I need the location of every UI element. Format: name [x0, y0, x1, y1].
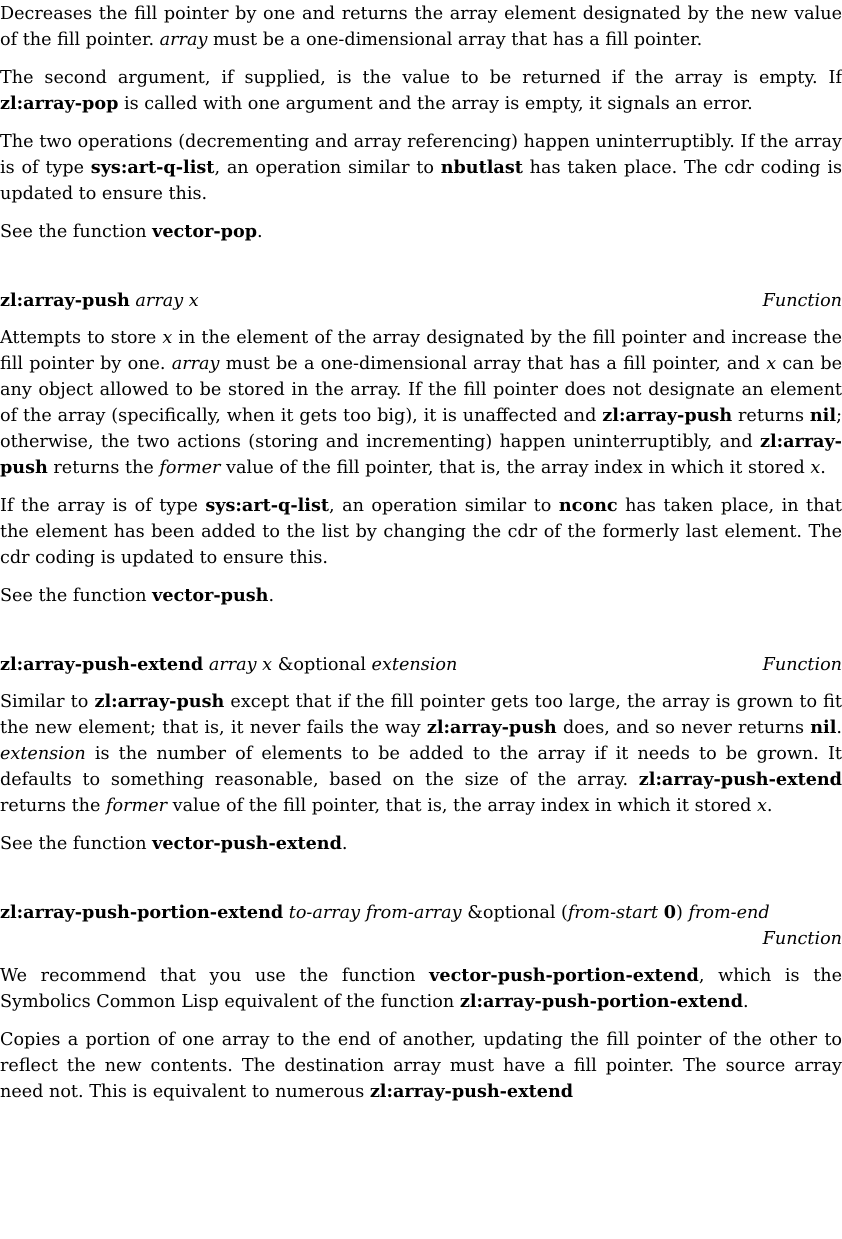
text: value of the fill pointer, that is, the array index in which it stored	[220, 458, 811, 478]
array-push-portion-extend-heading	[0, 900, 842, 952]
text: ; otherwise, the two actions (storing and incrementing) happen uninterruptibly, and	[0, 406, 842, 452]
function-name: zl:array-push-portion-extend	[0, 902, 284, 923]
entry-kind: Function	[762, 929, 842, 949]
arg-ref: array	[159, 30, 208, 50]
function-ref: zl:array-push	[0, 431, 842, 478]
function-ref: vector-push-portion-extend	[429, 965, 699, 986]
text: We recommend that you use the function	[0, 966, 430, 986]
function-ref: zl:array-push	[602, 405, 733, 426]
text: .	[766, 796, 773, 816]
function-ref: vector-push-extend	[152, 833, 342, 854]
text: If the array is of type	[0, 496, 206, 516]
arg-ref: x	[810, 458, 821, 478]
array-push-extend-description	[0, 689, 842, 819]
text: value of the fill pointer, that is, the array index in which it stored	[167, 796, 757, 816]
array-push-extend-heading	[0, 652, 842, 678]
function-ref: zl:array-push-extend	[369, 1081, 574, 1102]
arg-ref: x	[766, 354, 777, 374]
text: returns the	[0, 796, 106, 816]
text: .	[257, 222, 263, 242]
array-push-portion-extend-description	[0, 1027, 842, 1105]
entry-signature	[0, 900, 842, 926]
array-push-portion-extend-recommendation	[0, 963, 842, 1015]
arg-ref: x	[756, 796, 767, 816]
function-ref: vector-pop	[152, 221, 258, 242]
text: is called with one argument and the array is empty, it signals an error.	[118, 94, 753, 114]
function-args: to-array from-array	[288, 903, 462, 923]
arg-ref: x	[162, 328, 173, 348]
entry-signature	[0, 652, 457, 678]
text: See the function	[0, 834, 153, 854]
entry-signature	[0, 288, 199, 314]
text: Attempts to store	[0, 328, 163, 348]
text: does, and so never returns	[556, 718, 811, 738]
array-push-see-also	[0, 583, 842, 609]
array-pop-operations	[0, 129, 842, 207]
function-ref: zl:array-push	[94, 691, 225, 712]
document-page	[0, 1, 842, 1105]
text: must be a one-dimensional array that has a fill pointer, and	[219, 354, 767, 374]
function-args: from-end	[688, 903, 770, 923]
function-ref: zl:array-pop	[0, 93, 119, 114]
text: returns the	[47, 458, 160, 478]
arg-ref: array	[171, 354, 220, 374]
type-ref: sys:art-q-list	[205, 495, 330, 516]
constant-ref: nil	[809, 405, 837, 426]
default-value: 0	[663, 902, 676, 923]
text: Copies a portion of one array to the end of another, updating the fill pointer of the other to reflect the new contents. The destination array must have a fill pointer. The source array need not. This is equivalent to numerous	[0, 1030, 842, 1102]
text: is the number of elements to be added to the array if it needs to be grown. It defaults to something reasonable, based on the size of the array.	[0, 744, 842, 790]
constant-ref: nil	[810, 717, 837, 738]
array-push-art-q-list	[0, 493, 842, 571]
lambda-keyword: &optional (	[467, 903, 568, 923]
text: See the function	[0, 586, 153, 606]
text: can be any object allowed to be stored in the array. If the fill pointer does not designate an element of the array (specifically, when it gets too big), it is unaffected and	[0, 354, 842, 426]
array-pop-see-also	[0, 219, 842, 245]
function-ref: nbutlast	[440, 157, 523, 178]
text: )	[675, 903, 683, 923]
text: has taken place. The cdr coding is updated to ensure this.	[0, 158, 842, 204]
array-push-heading	[0, 288, 842, 314]
array-push-description	[0, 325, 842, 481]
array-pop-description	[0, 1, 842, 53]
text: except that if the fill pointer gets too large, the array is grown to fit the new element; that is, it never fails the way	[0, 692, 842, 738]
function-name: zl:array-push-extend	[0, 654, 204, 675]
emphasis: former	[106, 796, 168, 816]
text: .	[836, 718, 842, 738]
emphasis: former	[159, 458, 221, 478]
entry-kind: Function	[762, 291, 842, 311]
function-args: array x	[135, 291, 199, 311]
text: .	[268, 586, 275, 606]
function-args: from-start	[567, 903, 659, 923]
text: in the element of the array designated by the fill pointer and increase the fill pointer by one.	[0, 328, 842, 374]
text: , an operation similar to	[214, 158, 441, 178]
text: The second argument, if supplied, is the value to be returned if the array is empty. If	[0, 68, 842, 88]
type-ref: sys:art-q-list	[90, 157, 215, 178]
text: .	[743, 992, 749, 1012]
text: Decreases the fill pointer by one and returns the array element designated by the new value of the fill pointer.	[0, 4, 842, 50]
arg-ref: extension	[0, 744, 86, 764]
text: .	[341, 834, 348, 854]
text: has taken place, in that the element has been added to the list by changing the cdr of the formerly last element. The cdr coding is updated to ensure this.	[0, 496, 842, 568]
entry-kind: Function	[762, 655, 842, 675]
function-ref: vector-push	[152, 585, 269, 606]
function-args: extension	[371, 655, 458, 675]
text: The two operations (decrementing and array referencing) happen uninterruptibly. If the array is of type	[0, 132, 842, 178]
array-pop-second-arg	[0, 65, 842, 117]
text: See the function	[0, 222, 153, 242]
text: , which is the Symbolics Common Lisp equivalent of the function	[0, 966, 842, 1012]
function-ref: zl:array-push	[426, 717, 557, 738]
text: , an operation similar to	[329, 496, 559, 516]
function-name: zl:array-push	[0, 290, 130, 311]
function-ref: zl:array-push-extend	[638, 769, 842, 790]
array-push-extend-see-also	[0, 831, 842, 857]
function-args: array x	[208, 655, 273, 675]
function-ref: zl:array-push-portion-extend	[459, 991, 743, 1012]
text: must be a one-dimensional array that has a fill pointer.	[207, 30, 703, 50]
function-ref: nconc	[558, 495, 618, 516]
lambda-keyword: &optional	[277, 655, 366, 675]
text: Similar to	[0, 692, 95, 712]
text: returns	[732, 406, 810, 426]
text: .	[820, 458, 826, 478]
